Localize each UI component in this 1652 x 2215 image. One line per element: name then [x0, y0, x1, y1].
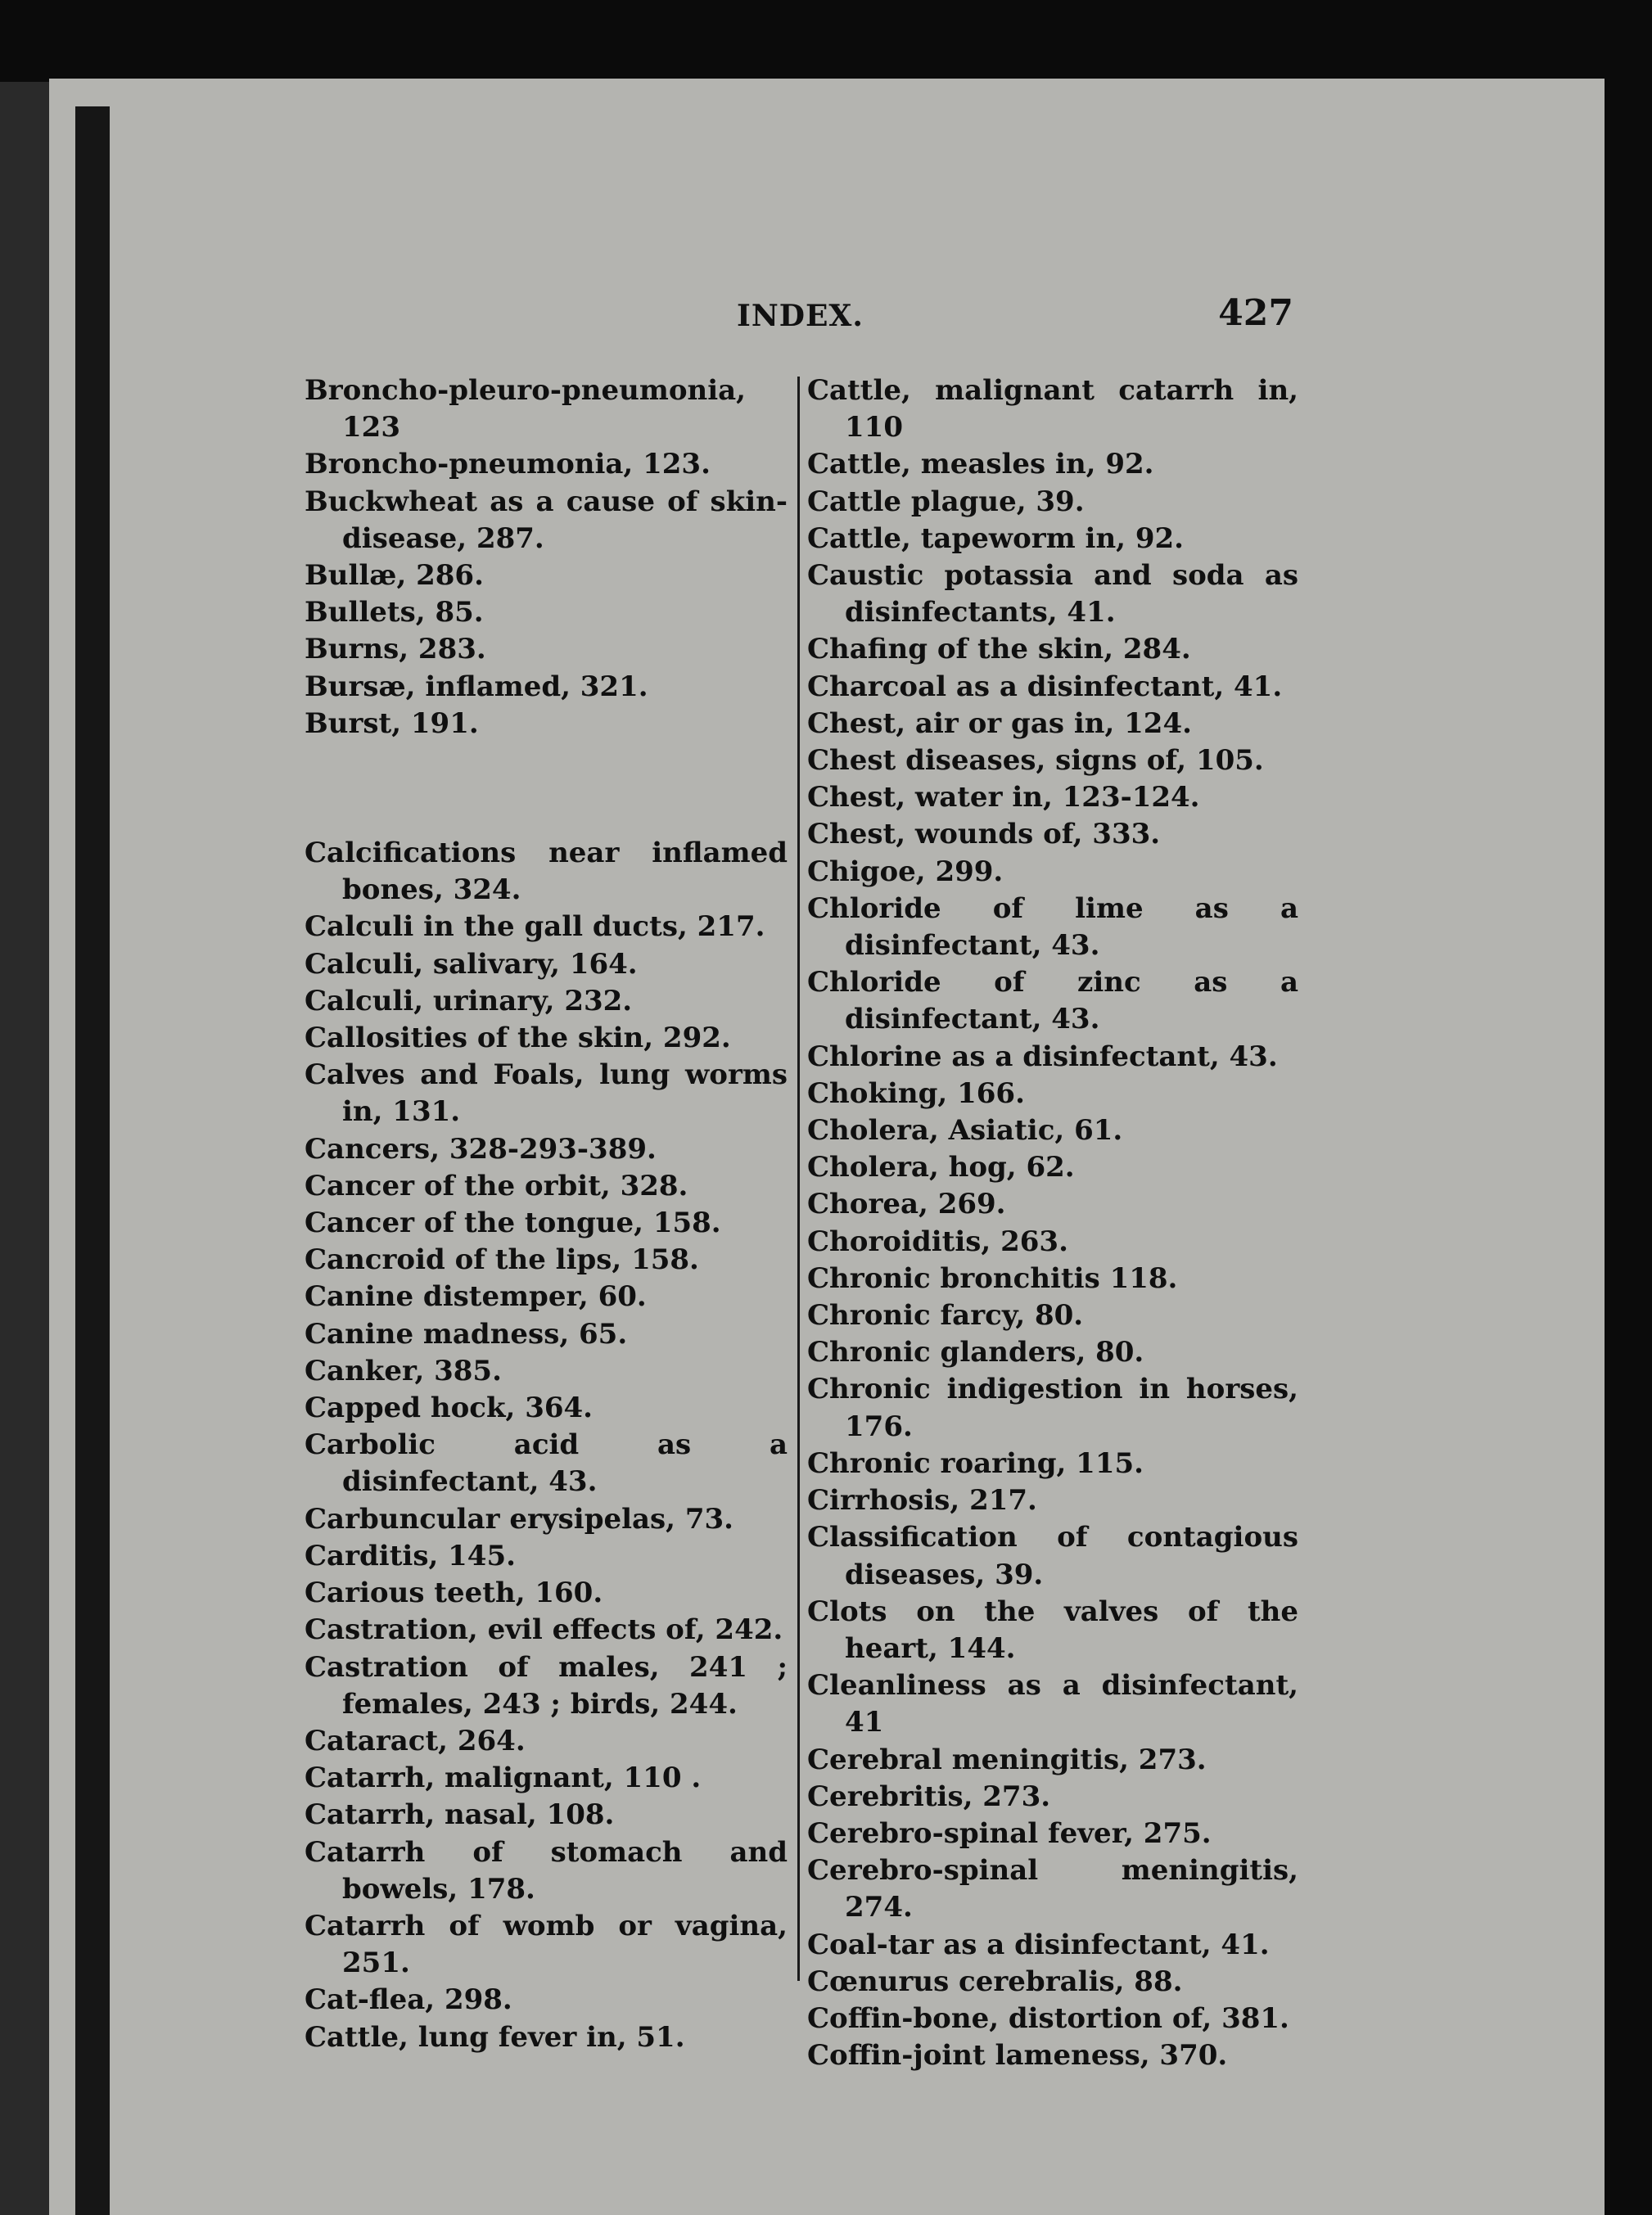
index-entry: Cleanliness as a disinfectant, 41: [807, 1669, 1298, 1739]
index-entry: Carious teeth, 160.: [305, 1577, 603, 1610]
index-entry: Chloride of lime as a disinfectant, 43.: [807, 891, 1298, 963]
index-entry: Cholera, hog, 62.: [807, 1151, 1075, 1184]
index-entry: Chronic glanders, 80.: [807, 1336, 1144, 1369]
index-entry: Burst, 191.: [305, 706, 479, 740]
index-entry: Chronic bronchitis 118.: [807, 1261, 1178, 1295]
index-entry: Caustic potassia and soda as disinfectants, 41.: [807, 559, 1298, 629]
index-entry: Canine distemper, 60.: [305, 1280, 647, 1314]
index-entry: Calculi in the gall ducts, 217.: [305, 910, 765, 944]
index-entry: Chlorine as a disinfectant, 43.: [807, 1040, 1278, 1073]
index-entry: Calculi, urinary, 232.: [305, 984, 633, 1017]
index-entry: Classification of contagious diseases, 39.: [807, 1521, 1298, 1591]
section-gap: [305, 770, 788, 807]
index-entry: Cataract, 264.: [305, 1724, 526, 1757]
index-entry: Buckwheat as a cause of skin-disease, 287.: [305, 485, 788, 555]
index-entry: Chafing of the skin, 284.: [807, 633, 1191, 666]
index-entry: Bullæ, 286.: [305, 559, 484, 593]
index-entry: Cerebro-spinal meningitis, 274.: [807, 1854, 1298, 1924]
index-entry: Catarrh, malignant, 110 .: [305, 1762, 702, 1795]
index-entry: Cattle, malignant catarrh in, 110: [807, 374, 1298, 444]
index-entry: Clots on the valves of the heart, 144.: [807, 1595, 1298, 1665]
index-entry: Calculi, salivary, 164.: [305, 947, 638, 981]
index-entry: Choking, 166.: [807, 1076, 1025, 1110]
index-entry: Coffin-bone, distortion of, 381.: [807, 2001, 1289, 2035]
index-entry: Burns, 283.: [305, 633, 486, 666]
index-entry: Canine madness, 65.: [305, 1317, 628, 1351]
index-entry: Cancroid of the lips, 158.: [305, 1243, 699, 1277]
index-entry: Chest, water in, 123-124.: [807, 781, 1200, 814]
index-entry: Castration of males, 241 ; females, 243 ; birds, 244.: [305, 1650, 788, 1721]
index-entry: Bullets, 85.: [305, 596, 484, 629]
index-entry: Catarrh of stomach and bowels, 178.: [305, 1835, 788, 1906]
index-entry: Chronic roaring, 115.: [807, 1446, 1144, 1480]
index-entry: Carbuncular erysipelas, 73.: [305, 1502, 734, 1536]
index-entry: Calcifications near inflamed bones, 324.: [305, 837, 788, 907]
index-entry: Chorea, 269.: [807, 1188, 1006, 1221]
index-entry: Coal-tar as a disinfectant, 41.: [807, 1928, 1270, 1961]
index-entry: Cerebro-spinal fever, 275.: [807, 1816, 1212, 1850]
page-header: [115, 292, 1293, 348]
index-entry: Choroiditis, 263.: [807, 1225, 1068, 1258]
index-entry: Catarrh, nasal, 108.: [305, 1798, 615, 1832]
index-entry: Capped hock, 364.: [305, 1392, 594, 1425]
index-entry: Cerebral meningitis, 273.: [807, 1743, 1207, 1776]
book-gutter: [75, 106, 110, 2215]
running-title: INDEX.: [737, 299, 864, 333]
index-entry: Broncho-pneumonia, 123.: [305, 448, 711, 481]
index-entry: Chest, wounds of, 333.: [807, 818, 1161, 851]
index-entry: Cattle, lung fever in, 51.: [305, 2020, 685, 2054]
index-column-right: [807, 372, 1298, 2074]
index-entry: Cirrhosis, 217.: [807, 1484, 1037, 1518]
index-entry: Canker, 385.: [305, 1354, 502, 1387]
facing-page-edge: [0, 82, 49, 2215]
index-column-left: [305, 372, 788, 2056]
index-entry: Bursæ, inflamed, 321.: [305, 670, 648, 703]
index-entry: Broncho-pleuro-pneumonia, 123: [305, 374, 747, 444]
index-entry: Cat-flea, 298.: [305, 1983, 512, 2017]
index-entry: Cattle, measles in, 92.: [807, 448, 1154, 481]
index-entry: Cancer of the tongue, 158.: [305, 1207, 721, 1240]
index-entry: Chronic indigestion in horses, 176.: [807, 1373, 1298, 1443]
index-entry: Cœnurus cerebralis, 88.: [807, 1965, 1183, 1998]
index-entry: Cattle, tapeworm in, 92.: [807, 521, 1184, 555]
index-entry: Coffin-joint lameness, 370.: [807, 2039, 1228, 2073]
column-divider: [797, 377, 800, 1981]
index-entry: Cattle plague, 39.: [807, 485, 1085, 518]
page-number: 427: [1218, 292, 1293, 334]
index-entry: Chest diseases, signs of, 105.: [807, 744, 1264, 778]
index-entry: Chronic farcy, 80.: [807, 1299, 1084, 1333]
index-entry: Chigoe, 299.: [807, 855, 1004, 888]
index-entry: Callosities of the skin, 292.: [305, 1022, 731, 1055]
index-entry: Castration, evil effects of, 242.: [305, 1613, 783, 1647]
index-entry: Chest, air or gas in, 124.: [807, 706, 1192, 740]
index-entry: Cerebritis, 273.: [807, 1780, 1051, 1813]
index-entry: Cholera, Asiatic, 61.: [807, 1114, 1123, 1148]
index-entry: Calves and Foals, lung worms in, 131.: [305, 1058, 788, 1129]
index-entry: Catarrh of womb or vagina, 251.: [305, 1909, 788, 1980]
index-entry: Cancers, 328-293-389.: [305, 1132, 657, 1166]
index-entry: Carditis, 145.: [305, 1539, 516, 1572]
index-entry: Charcoal as a disinfectant, 41.: [807, 670, 1283, 703]
index-entry: Carbolic acid as a disinfectant, 43.: [305, 1428, 788, 1499]
index-entry: Cancer of the orbit, 328.: [305, 1169, 688, 1202]
index-entry: Chloride of zinc as a disinfectant, 43.: [807, 966, 1298, 1036]
